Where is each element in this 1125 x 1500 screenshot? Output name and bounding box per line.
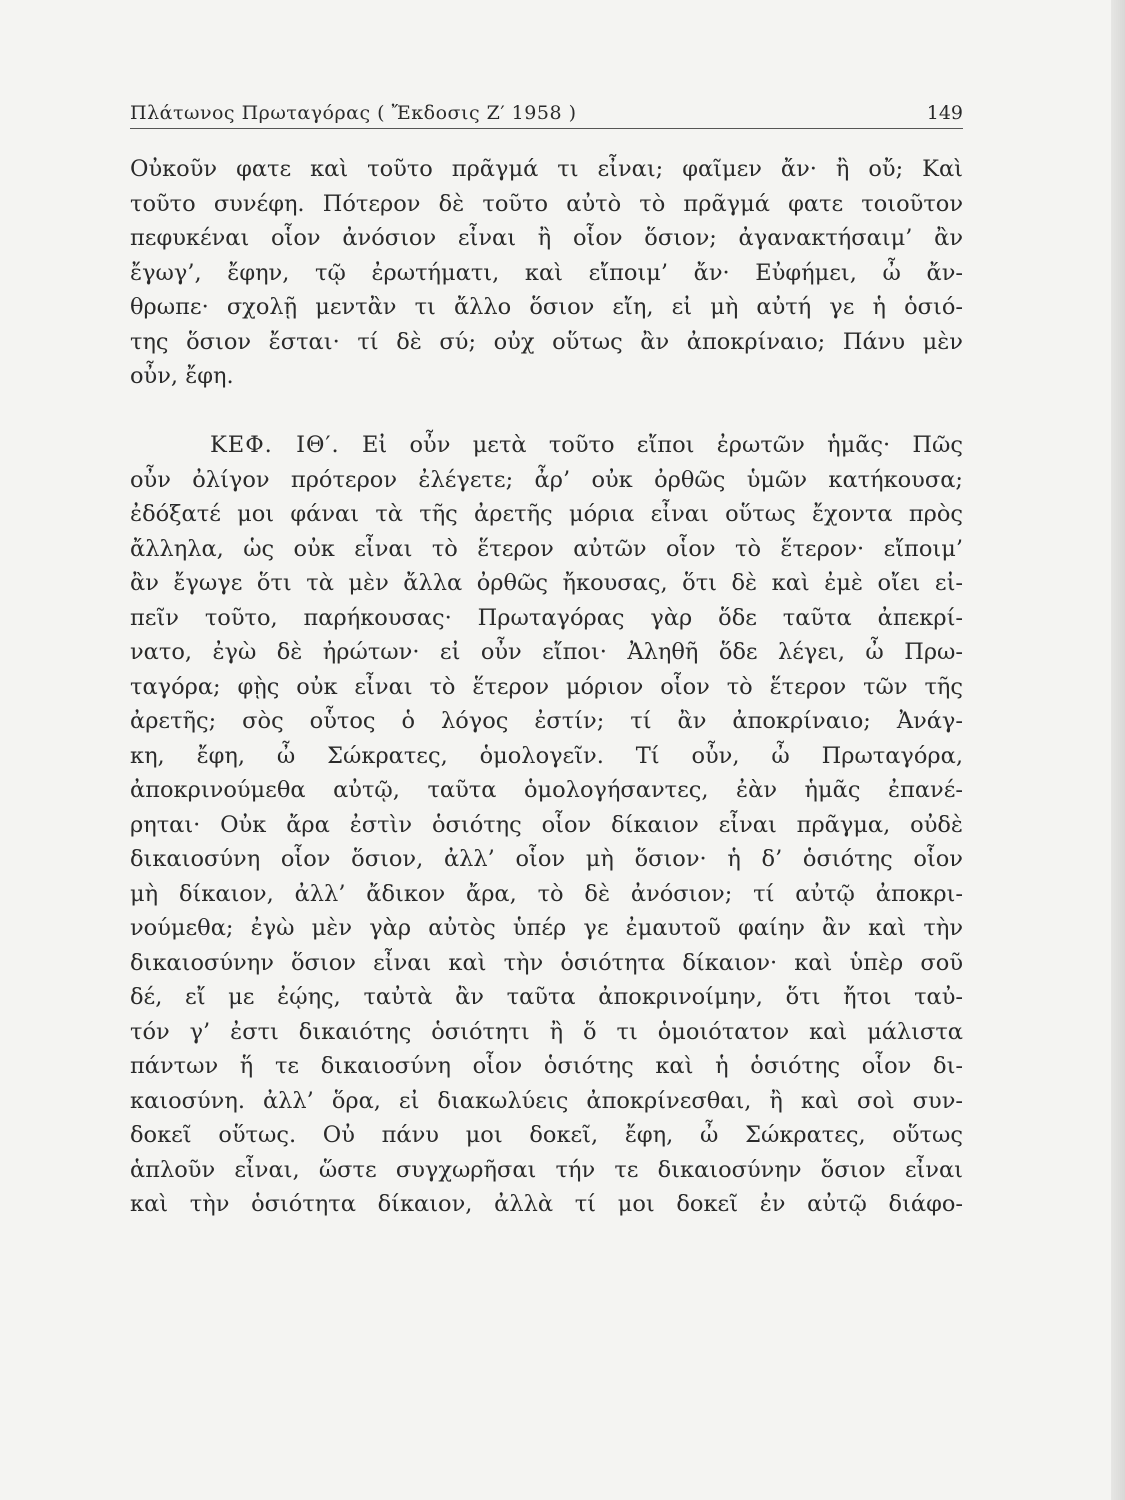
text-line: δοκεῖ οὕτως. Οὐ πάνυ μοι δοκεῖ, ἔφη, ὦ Σώκρατες, οὕτως <box>130 1122 963 1148</box>
text-line: ἔγωγ’, ἔφην, τῷ ἐρωτήματι, καὶ εἴποιμ’ ἄν· Εὐφήμει, ὦ ἄν- <box>130 259 963 286</box>
text-line: ἐδόξατέ μοι φάναι τὰ τῆς ἀρετῆς μόρια εἶναι οὕτως ἔχοντα πρὸς <box>130 501 963 527</box>
text-line: μὴ δίκαιον, ἀλλ’ ἄδικον ἄρα, τὸ δὲ ἀνόσιον; τί αὐτῷ ἀποκρι- <box>130 880 963 907</box>
text-line: ἁπλοῦν εἶναι, ὥστε συγχωρῆσαι τήν τε δικαιοσύνην ὅσιον εἶναι <box>130 1156 963 1183</box>
text-line: ἂν ἔγωγε ὅτι τὰ μὲν ἄλλα ὀρθῶς ἤκουσας, ὅτι δὲ καὶ ἐμὲ οἴει εἰ- <box>130 570 963 596</box>
text-line: ρηται· Οὐκ ἄρα ἐστὶν ὁσιότης οἷον δίκαιον εἶναι πρᾶγμα, οὐδὲ <box>130 811 963 838</box>
text-line: θρωπε· σχολῇ μεντἂν τι ἄλλο ὅσιον εἴη, εἰ μὴ αὐτή γε ἡ ὁσιό- <box>130 294 963 320</box>
page-number: 149 <box>926 102 963 124</box>
paragraph-1 <box>130 152 963 394</box>
text-line: κη, ἔφη, ὦ Σώκρατες, ὁμολογεῖν. Τί οὖν, ὦ Πρωταγόρα, <box>130 742 963 769</box>
text-line: τόν γ’ ἐστι δικαιότης ὁσιότητι ἢ ὅ τι ὁμοιότατον καὶ μάλιστα <box>130 1018 963 1045</box>
text-line: οὖν ὀλίγον πρότερον ἐλέγετε; ἆρ’ οὐκ ὀρθῶς ὑμῶν κατήκουσα; <box>130 466 963 493</box>
header-rule <box>130 128 963 129</box>
page-header <box>130 100 963 132</box>
text-line: δικαιοσύνη οἷον ὅσιον, ἀλλ’ οἷον μὴ ὅσιον· ἡ δ’ ὁσιότης οἷον <box>130 846 963 872</box>
text-line: ταγόρα; φῂς οὐκ εἶναι τὸ ἕτερον μόριον οἷον τὸ ἕτερον τῶν τῆς <box>130 673 963 700</box>
chapter-first-line <box>130 428 963 463</box>
text-line: καιοσύνη. ἀλλ’ ὅρα, εἰ διακωλύεις ἀποκρίνεσθαι, ἢ καὶ σοὶ συν- <box>130 1087 963 1114</box>
text-line: ἄλληλα, ὡς οὐκ εἶναι τὸ ἕτερον αὐτῶν οἷον τὸ ἕτερον· εἴποιμ’ <box>130 535 963 562</box>
paragraph-gap <box>130 394 963 429</box>
text-line: καὶ τὴν ὁσιότητα δίκαιον, ἀλλὰ τί μοι δοκεῖ ἐν αὐτῷ διάφο- <box>130 1191 963 1217</box>
body-text <box>130 152 963 1222</box>
chapter-first-line-text: Εἰ οὖν μετὰ τοῦτο εἴποι ἐρωτῶν ἡμᾶς· Πῶς <box>361 432 963 458</box>
page-spine-shadow <box>1111 0 1125 1500</box>
text-line: ἀρετῆς; σὸς οὗτος ὁ λόγος ἐστίν; τί ἂν ἀποκρίναιο; Ἀνάγ- <box>130 708 963 734</box>
text-line: Οὐκοῦν φατε καὶ τοῦτο πρᾶγμά τι εἶναι; φαῖμεν ἄν· ἢ οὔ; Καὶ <box>130 156 963 182</box>
text-line: τοῦτο συνέφη. Πότερον δὲ τοῦτο αὐτὸ τὸ πρᾶγμά φατε τοιοῦτον <box>130 190 963 217</box>
text-line: νατο, ἐγὼ δὲ ἠρώτων· εἰ οὖν εἴποι· Ἀληθῆ ὅδε λέγει, ὦ Πρω- <box>130 639 963 665</box>
running-title: Πλάτωνος Πρωταγόρας ( Ἔκδοσις Ζ′ 1958 ) <box>130 102 577 124</box>
text-line: νούμεθα; ἐγὼ μὲν γὰρ αὐτὸς ὑπέρ γε ἐμαυτοῦ φαίην ἂν καὶ τὴν <box>130 915 963 941</box>
paragraph-2 <box>130 428 963 1222</box>
text-line: της ὅσιον ἔσται· τί δὲ σύ; οὐχ οὕτως ἂν ἀποκρίναιο; Πάνυ μὲν <box>130 328 963 355</box>
text-line: ἀποκρινούμεθα αὐτῷ, ταῦτα ὁμολογήσαντες, ἐὰν ἡμᾶς ἐπανέ- <box>130 777 963 803</box>
text-line: δικαιοσύνην ὅσιον εἶναι καὶ τὴν ὁσιότητα δίκαιον· καὶ ὑπὲρ σοῦ <box>130 949 963 976</box>
text-line: πεῖν τοῦτο, παρήκουσας· Πρωταγόρας γὰρ ὅδε ταῦτα ἀπεκρί- <box>130 604 963 631</box>
text-line: δέ, εἴ με ἐῴης, ταὐτὰ ἂν ταῦτα ἀποκρινοίμην, ὅτι ἤτοι ταὐ- <box>130 984 963 1010</box>
text-line: πάντων ἥ τε δικαιοσύνη οἷον ὁσιότης καὶ ἡ ὁσιότης οἷον δι- <box>130 1053 963 1079</box>
text-line: οὖν, ἔφη. <box>130 363 234 389</box>
text-line: πεφυκέναι οἷον ἀνόσιον εἶναι ἢ οἷον ὅσιον; ἀγανακτήσαιμ’ ἂν <box>130 225 963 251</box>
chapter-label: ΚΕΦ. ΙΘ′. <box>210 432 340 458</box>
